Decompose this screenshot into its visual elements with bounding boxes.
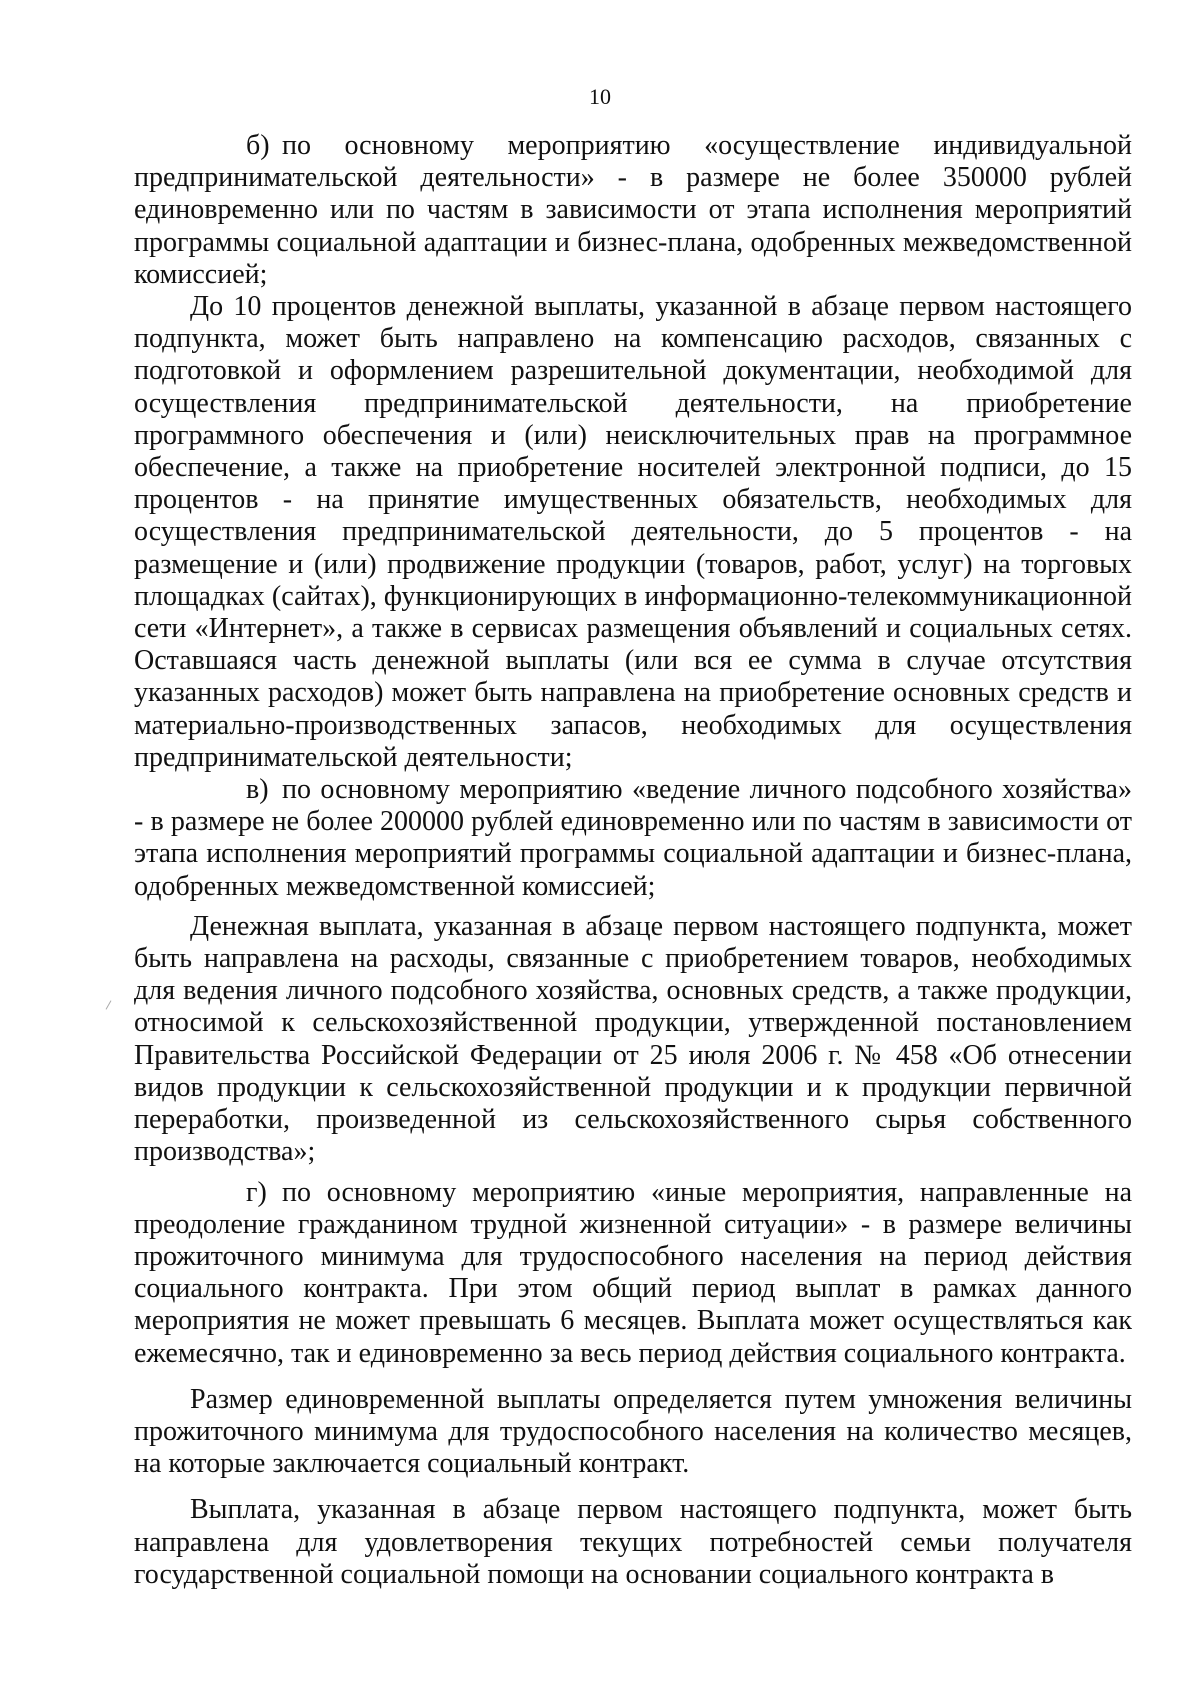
paragraph-item-b	[134, 130, 1132, 291]
paragraph-text: До 10 процентов денежной выплаты, указанной в абзаце первом настоящего подпункта, может быть направлено на компенсацию расходов, связанных с подготовкой и оформлением разрешительной документации, необходимой для осуществления предпринимательской деятельности, на приобретение программного обеспечения и (или) неисключительных прав на программное обеспечение, а также на приобретение носителей электронной подписи, до 15 процентов - на принятие имущественных обязательств, необходимых для осуществления предпринимательской деятельности, до 5 процентов - на размещение и (или) продвижение продукции (товаров, работ, услуг) на торговых площадках (сайтах), функционирующих в информационно-телекоммуникационной сети «Интернет», а также в сервисах размещения объявлений и социальных сетях. Оставшаяся часть денежной выплаты (или вся ее сумма в случае отсутствия указанных расходов) может быть направлена на приобретение основных средств и материально-производственных запасов, необходимых для осуществления предпринимательской деятельности;	[134, 291, 1132, 773]
paragraph-household-detail	[134, 911, 1132, 1169]
paragraph-text: Денежная выплата, указанная в абзаце первом настоящего подпункта, может быть направлена на расходы, связанные с приобретением товаров, необходимых для ведения личного подсобного хозяйства, основных средств, а также продукции, относимой к сельскохозяйственной продукции, утвержденной постановлением Правительства Российской Федерации от 25 июля 2006 г. № 458 «Об отнесении видов продукции к сельскохозяйственной продукции и к продукции первичной переработки, произведенной из сельскохозяйственного сырья собственного производства»;	[134, 910, 1132, 1168]
paragraph-text: по основному мероприятию «иные мероприятия, направленные на преодоление гражданином трудной жизненной ситуации» - в размере величины прожиточного минимума для трудоспособного населения на период действия социального контракта. При этом общий период выплат в рамках данного мероприятия не может превышать 6 месяцев. Выплата может осуществляться как ежемесячно, так и единовременно за весь период действия социального контракта.	[134, 1176, 1132, 1369]
scan-artifact	[106, 1000, 112, 1009]
document-body	[134, 130, 1132, 1591]
page-number: 10	[589, 84, 611, 109]
paragraph-expenses-detail	[134, 291, 1132, 774]
paragraph-current-needs	[134, 1494, 1132, 1591]
paragraph-lump-sum	[134, 1384, 1132, 1481]
paragraph-text: Выплата, указанная в абзаце первом настоящего подпункта, может быть направлена для удовлетворения текущих потребностей семьи получателя государственной социальной помощи на основании социального контракта в	[134, 1494, 1132, 1590]
paragraph-item-v	[134, 774, 1132, 903]
paragraph-text: Размер единовременной выплаты определяется путем умножения величины прожиточного минимума для трудоспособного населения на количество месяцев, на которые заключается социальный контракт.	[134, 1383, 1132, 1480]
paragraph-text: по основному мероприятию «осуществление индивидуальной предпринимательской деятельности» - в размере не более 350000 рублей единовременно или по частям в зависимости от этапа исполнения мероприятий программы социальной адаптации и бизнес-плана, одобренных межведомственной комиссией;	[134, 130, 1132, 290]
list-marker: в)	[246, 774, 269, 806]
paragraph-text: по основному мероприятию «ведение личного подсобного хозяйства» - в размере не более 200000 рублей единовременно или по частям в зависимости от этапа исполнения мероприятий программы социальной адаптации и бизнес-плана, одобренных межведомственной комиссией;	[134, 774, 1132, 902]
paragraph-item-g	[134, 1177, 1132, 1370]
list-marker: б)	[246, 130, 270, 161]
list-marker: г)	[246, 1176, 267, 1208]
